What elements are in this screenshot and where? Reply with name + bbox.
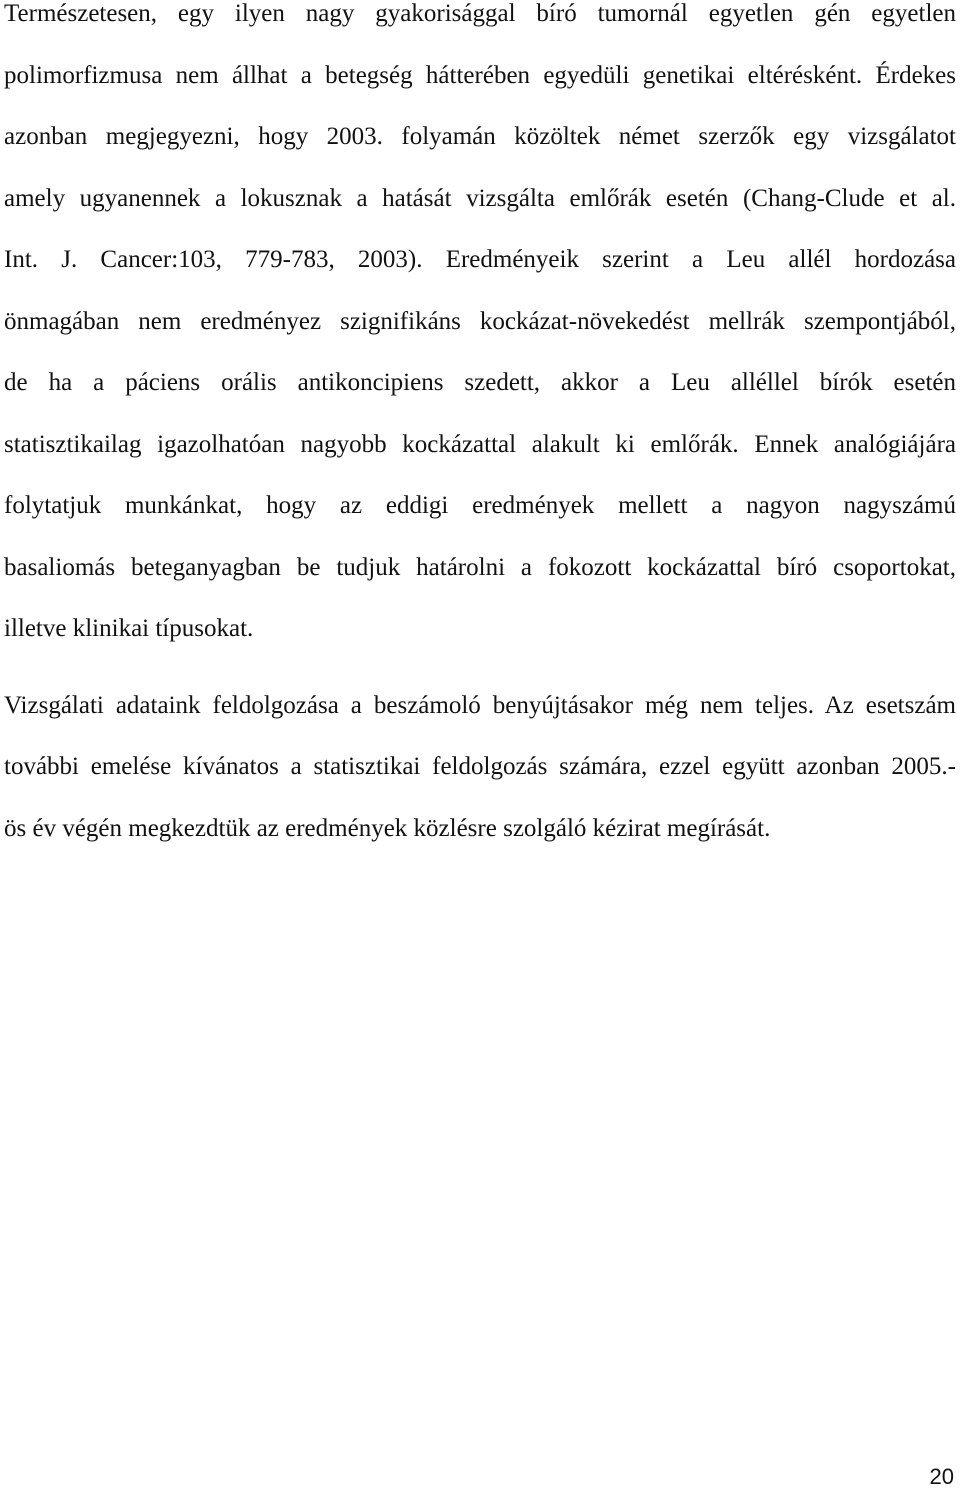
text-line: folytatjuk munkánkat, hogy az eddigi eredmények mellett a nagyon nagyszámú [4,492,956,519]
text-line: Vizsgálati adataink feldolgozása a beszámoló benyújtásakor még nem teljes. Az esetszám [4,691,956,719]
page-number: 20 [929,1464,954,1489]
text-line: basaliomás beteganyagban be tudjuk határolni a fokozott kockázattal bíró csoportokat, [4,553,956,581]
text-line: további emelése kívánatos a statisztikai feldolgozás számára, ezzel együtt azonban 2005.- [4,753,956,780]
text-line: statisztikailag igazolhatóan nagyobb kockázattal alakult ki emlőrák. Ennek analógiájára [4,430,956,458]
text-line: amely ugyanennek a lokusznak a hatását vizsgálta emlőrák esetén (Chang-Clude et al. [4,184,956,212]
text-line: önmagában nem eredményez szignifikáns kockázat-növekedést mellrák szempontjából, [4,307,956,335]
text-line: azonban megjegyezni, hogy 2003. folyamán közöltek német szerzők egy vizsgálatot [4,123,956,150]
text-line: illetve klinikai típusokat. [4,615,254,642]
text-line: de ha a páciens orális antikoncipiens szedett, akkor a Leu alléllel bírók esetén [4,369,956,396]
paragraph-1 [4,0,956,660]
text-line: polimorfizmusa nem állhat a betegség hátterében egyedüli genetikai eltérésként. Érdekes [4,61,956,89]
paragraph-2 [4,675,956,860]
text-line: Természetesen, egy ilyen nagy gyakorisággal bíró tumornál egyetlen gén egyetlen [4,0,956,27]
text-line: Int. J. Cancer:103, 779-783, 2003). Eredményeik szerint a Leu allél hordozása [4,246,956,273]
text-line: ös év végén megkezdtük az eredmények közlésre szolgáló kézirat megírását. [4,814,771,842]
document-page [4,0,956,859]
